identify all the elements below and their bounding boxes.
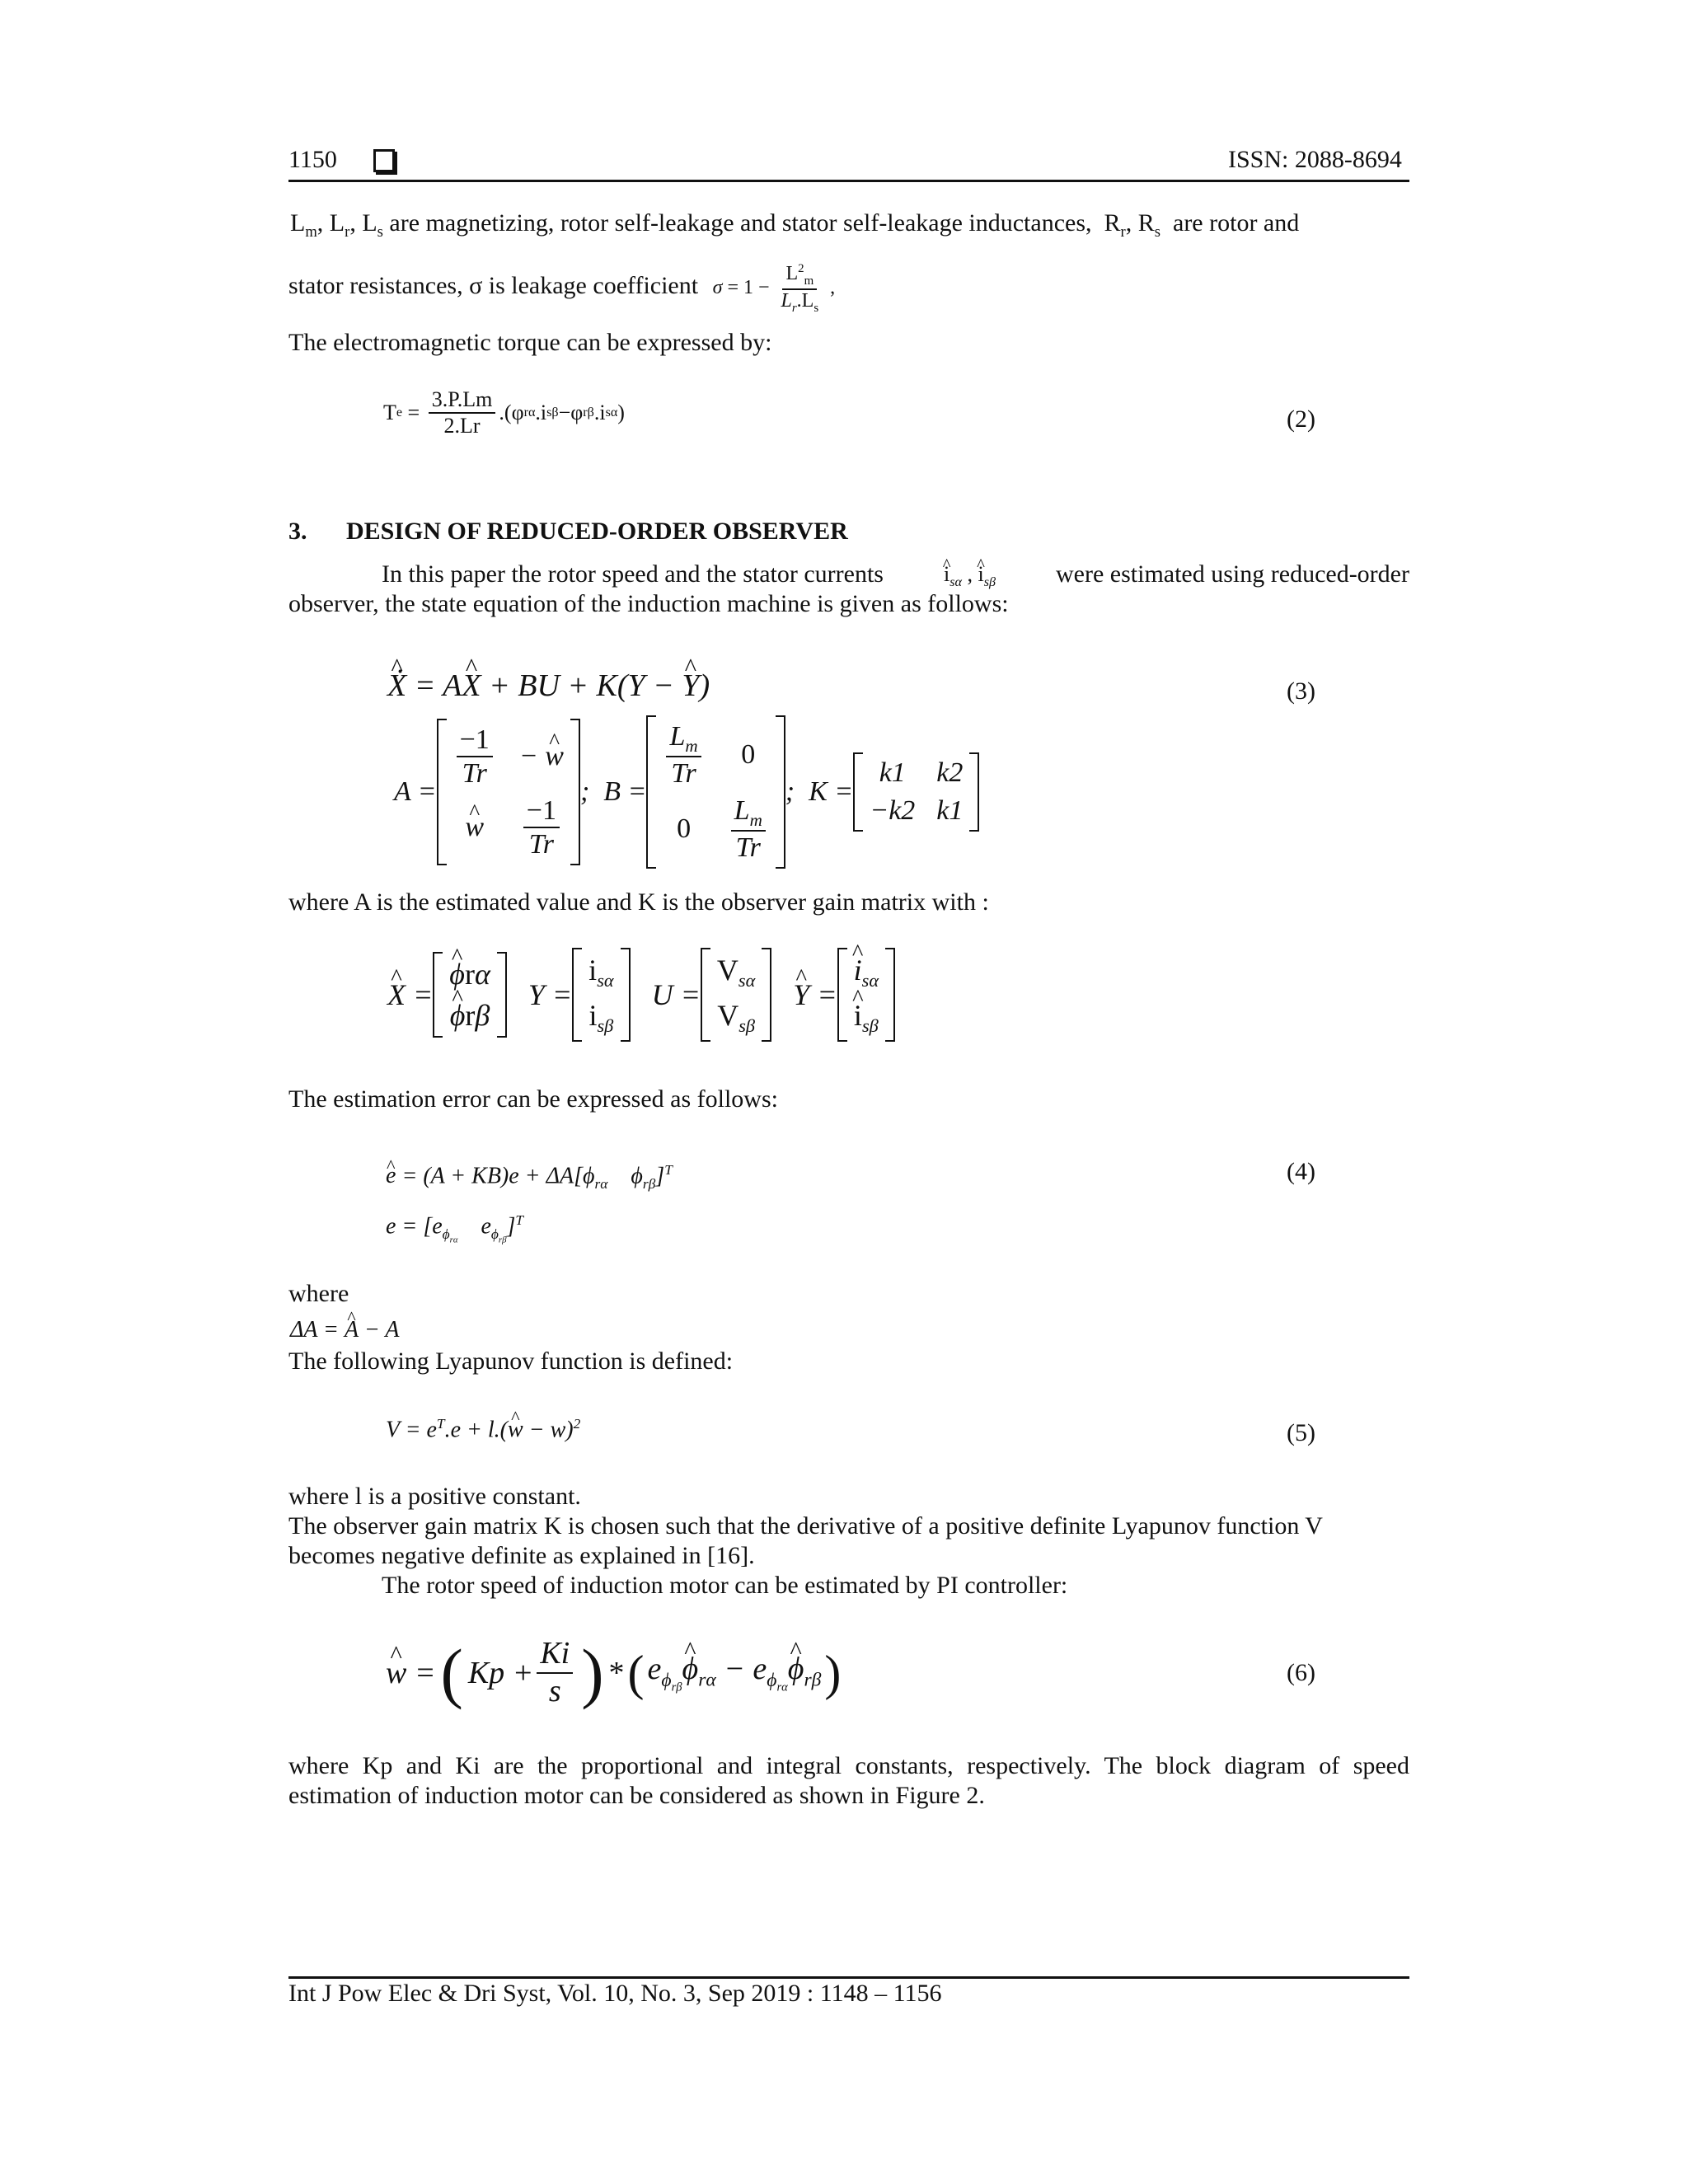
where-l-text: where l is a positive constant. xyxy=(288,1483,581,1510)
error-equation: ^ $e = (A + KB)e + \Delta A[\phi_{r\alpha}$ $\phi_{r\beta}]^T$ $e = [e_{\phi_{r\alpha}}$ $e_{\phi_{r\beta}}]^T$ xyxy=(386,1152,673,1258)
eq-number-2: (2) xyxy=(1287,405,1315,433)
vector-definitions: ^ X = ^ ϕrα ^ ϕrβ Y = $i_{s\alpha}$ $i_{s\beta}$ U = $V_{s\alpha}$ $V_{s\beta}$ ^ Y = ^ $i_{s\alpha}$ ^ $i_{s\beta}$ xyxy=(387,948,895,1042)
closing-line-2: estimation of induction motor can be considered as shown in Figure 2. xyxy=(288,1782,985,1809)
speed-estimation-equation: ^ w = ( Kp + $\frac{Ki}{s}$ ) * ( $e_{\phi_{r\beta}}\^{}$ $\phi_{r\alpha}$ − $e_{\phi_{r\alpha}}\^{}$ $\phi_{r\beta}$ ) xyxy=(386,1636,844,1709)
intro-line-3: The electromagnetic torque can be expressed by: xyxy=(288,329,772,356)
equation-torque: T e = $\frac{3.P.Lm}{2.Lr}$ .(φ rα .i sβ −φ rβ .i sα ) xyxy=(383,387,625,438)
section-number: 3. xyxy=(288,518,307,545)
vector-x-hat: ^ ϕrα ^ ϕrβ xyxy=(433,952,507,1038)
matrix-k: k1 k2 −k2 k1 xyxy=(853,752,979,832)
footer-citation: Int J Pow Elec & Dri Syst, Vol. 10, No. 3, Sep 2019 : 1148 – 1156 xyxy=(288,1980,942,2007)
matrix-definitions: A = $\frac{-1}{Tr}$ − ^ w ^ w $\frac{-1}{Tr}$ ; B = $\frac{L_m}{Tr}$ 0 0 $\frac{L_m}{Tr}$ ; K = k1 k2 −k2 k1 xyxy=(394,715,979,869)
box-icon xyxy=(373,149,395,172)
vector-y: $i_{s\alpha}$ $i_{s\beta}$ xyxy=(572,948,630,1042)
matrix-b: $\frac{L_m}{Tr}$ 0 0 $\frac{L_m}{Tr}$ xyxy=(646,715,785,869)
intro-line-2 xyxy=(288,262,835,316)
observer-intro-text-b: were estimated using reduced-order xyxy=(1056,560,1409,588)
vector-y-hat: ^ $i_{s\alpha}$ ^ $i_{s\beta}$ xyxy=(837,948,895,1042)
gain-choice-line-1: The observer gain matrix K is chosen such that the derivative of a positive definite Lyapunov function V xyxy=(288,1512,1323,1540)
intro-line-1 xyxy=(290,208,1299,248)
lyapunov-intro: The following Lyapunov function is defined: xyxy=(288,1347,734,1375)
gain-choice-line-2: becomes negative definite as explained in [16]. xyxy=(288,1542,755,1569)
vector-u: $V_{s\alpha}$ $V_{s\beta}$ xyxy=(701,948,771,1042)
estimation-error-text: The estimation error can be expressed as follows: xyxy=(288,1085,778,1113)
delta-a-definition: ΔA = ^ A − A xyxy=(290,1317,400,1343)
rotor-speed-text: The rotor speed of induction motor can be estimated by PI controller: xyxy=(382,1572,1068,1599)
symbol-rr-rs: $R_r$, $R_s$ xyxy=(1098,209,1160,241)
eq-number-6: (6) xyxy=(1287,1659,1315,1686)
lyapunov-equation: $V = e^T.e$ + l.(^ w − w)$^2$ xyxy=(386,1416,580,1443)
state-equation: ^ Ẋ = A^ X + BU + K(Y − ^ Y) xyxy=(387,668,710,704)
observer-intro-line-2: observer, the state equation of the induction machine is given as follows: xyxy=(288,590,1009,617)
journal-issn: ISSN: 2088-8694 xyxy=(1228,146,1402,173)
eq-number-5: (5) xyxy=(1287,1419,1315,1446)
where-a-k-text: where A is the estimated value and K is the observer gain matrix with : xyxy=(288,888,989,916)
symbol-lm: $L_m$, $L_r$, $L_s$ xyxy=(290,209,383,241)
eq-number-4: (4) xyxy=(1287,1158,1315,1185)
section-title: DESIGN OF REDUCED-ORDER OBSERVER xyxy=(346,518,848,545)
observer-intro-text-a: In this paper the rotor speed and the stator currents xyxy=(382,560,884,588)
intro-text-1-end: are rotor and xyxy=(1173,209,1300,237)
page-number: 1150 xyxy=(288,146,337,173)
stator-currents-symbols: ^ $i_{s\alpha}$ , ^ $i_{s\beta}$ xyxy=(944,559,996,598)
header-rule xyxy=(288,180,1409,182)
intro-text-2: stator resistances, σ is leakage coefficient xyxy=(288,271,699,299)
sigma-formula: σ = 1 − $\frac{L^2_m}{L_r.L_s}$ , xyxy=(712,262,836,315)
eq-number-3: (3) xyxy=(1287,677,1315,705)
section-heading xyxy=(288,516,848,547)
matrix-a: $\frac{-1}{Tr}$ − ^ w ^ w $\frac{-1}{Tr}$ xyxy=(437,719,580,865)
where-text: where xyxy=(288,1280,349,1307)
closing-line-1: where Kp and Ki are the proportional and integral constants, respectively. The block diagram of speed xyxy=(288,1752,1409,1779)
intro-text-1: are magnetizing, rotor self-leakage and stator self-leakage inductances, xyxy=(389,209,1092,237)
